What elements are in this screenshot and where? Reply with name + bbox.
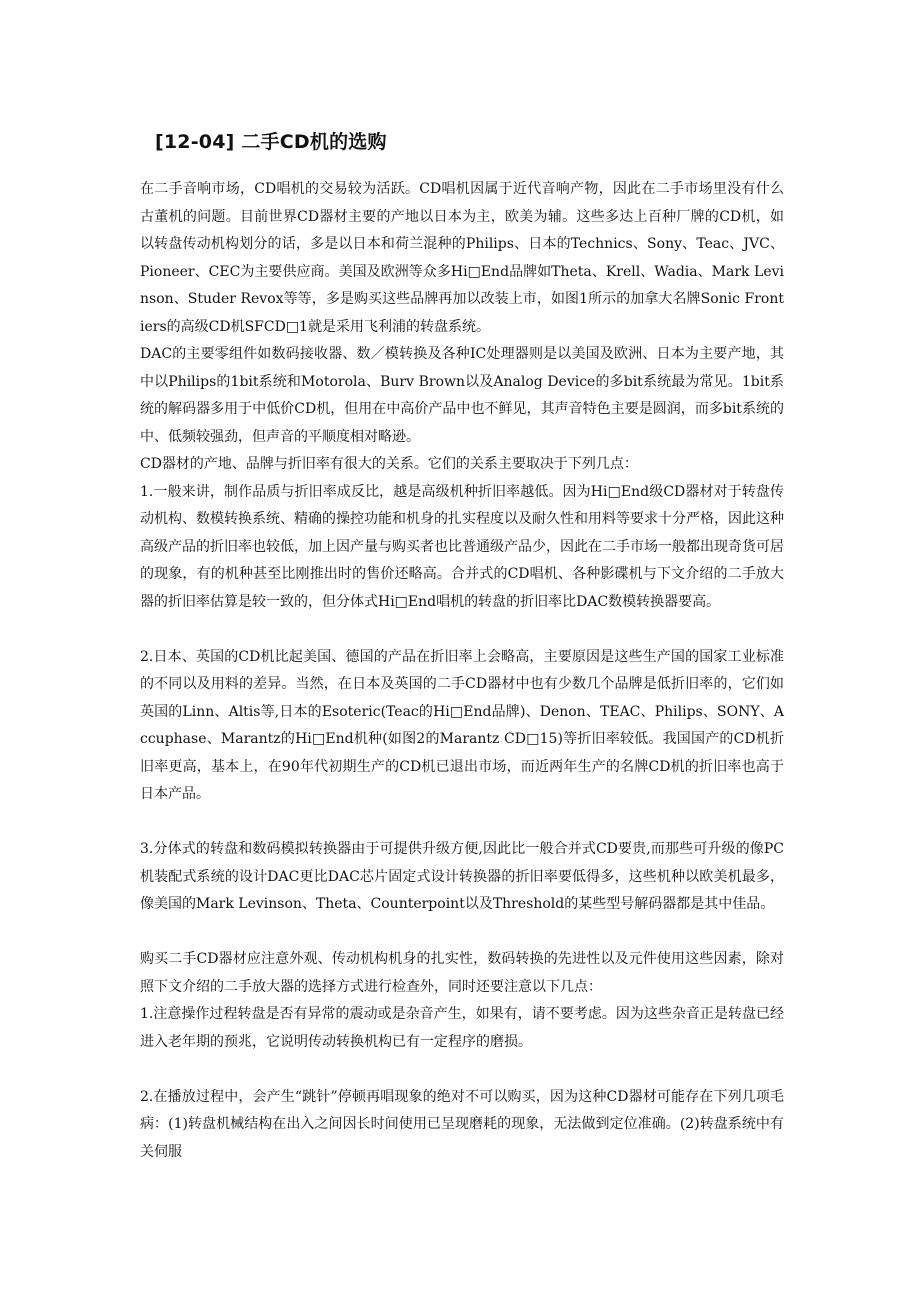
paragraph-advice-2-skipping: 2.在播放过程中，会产生“跳针”停顿再唱现象的绝对不可以购买，因为这种CD器材可能存在下列几项毛病：(1)转盘机械结构在出入之间因长时间使用已呈现磨耗的现象，无法做到定位准确。(2)转盘系统中有关伺服	[140, 1088, 784, 1160]
paragraph-point-1-quality: 1.一般来讲，制作品质与折旧率成反比，越是高级机种折旧率越低。因为Hi□End级CD器材对于转盘传动机构、数模转换系统、精确的操控功能和机身的扎实程度以及耐久性和用料等要求十分严格，因此这种高级产品的折旧率也较低，加上因产量与购买者也比普通级产品少，因此在二手市场一般都出现奇货可居的现象，有的机种甚至比刚推出时的售价还略高。合并式的CD唱机、各种影碟机与下文介绍的二手放大器的折旧率估算是较一致的，但分体式Hi□End唱机的转盘的折旧率比DAC数模转换器要高。	[140, 483, 784, 610]
article-title: [12-04] 二手CD机的选购	[155, 131, 387, 153]
blank-line	[140, 616, 784, 644]
paragraph-point-3-separates: 3.分体式的转盘和数码模拟转换器由于可提供升级方便,因此比一般合并式CD要贵,而那些可升级的像PC机装配式系统的设计DAC更比DAC芯片固定式设计转换器的折旧率要低得多，这些机种以欧美机最多，像美国的Mark Levinson、Theta、Counterpoint以及Threshold的某些型号解码器都是其中佳品。	[140, 841, 784, 912]
paragraph-depreciation-intro: CD器材的产地、品牌与折旧率有很大的关系。它们的关系主要取决于下列几点：	[140, 456, 638, 472]
paragraph-intro-market: 在二手音响市场，CD唱机的交易较为活跃。CD唱机因属于近代音响产物，因此在二手市场里没有什么古董机的问题。目前世界CD器材主要的产地以日本为主，欧美为辅。这些多达上百种厂牌的CD机，如以转盘传动机构划分的话，多是以日本和荷兰混种的Philips、日本的Technics、Sony、Teac、JVC、Pioneer、CEC为主要供应商。美国及欧洲等众多Hi□End品牌如Theta、Krell、Wadia、Mark Levinson、Studer Revox等等，多是购买这些品牌再加以改装上市，如图1所示的加拿大名牌Sonic Frontiers的高级CD机SFCD□1就是采用飞利浦的转盘系统。	[140, 181, 784, 335]
paragraph-buying-advice: 购买二手CD器材应注意外观、传动机构机身的扎实性，数码转换的先进性以及元件使用这些因素，除对照下文介绍的二手放大器的选择方式进行检查外，同时还要注意以下几点：	[140, 951, 784, 995]
paragraph-advice-1-vibration: 1.注意操作过程转盘是否有异常的震动或是杂音产生，如果有，请不要考虑。因为这些杂音正是转盘已经进入老年期的预兆，它说明传动转换机构已有一定程序的磨损。	[140, 1006, 784, 1050]
blank-line	[140, 1056, 784, 1084]
paragraph-dac-components: DAC的主要零组件如数码接收器、数／模转换及各种IC处理器则是以美国及欧洲、日本为主要产地，其中以Philips的1bit系统和Motorola、Burv Brown以及Analog Device的多bit系统最为常见。1bit系统的解码器多用于中低价CD机，但用在中高价产品中也不鲜见，其声音特色主要是圆润，而多bit系统的中、低频较强劲，但声音的平顺度相对略逊。	[140, 346, 784, 445]
article-body	[140, 176, 784, 1166]
paragraph-point-2-origin: 2.日本、英国的CD机比起美国、德国的产品在折旧率上会略高，主要原因是这些生产国的国家工业标准的不同以及用料的差异。当然，在日本及英国的二手CD器材中也有少数几个品牌是低折旧率的，它们如英国的Linn、Altis等,日本的Esoteric(Teac的Hi□End品牌)、Denon、TEAC、Philips、SONY、Accuphase、Marantz的Hi□End机种(如图2的Marantz CD□15)等折旧率较低。我国国产的CD机折旧率更高，基本上，在90年代初期生产的CD机已退出市场，而近两年生产的名牌CD机的折旧率也高于日本产品。	[140, 648, 784, 802]
blank-line	[140, 919, 784, 947]
blank-line	[140, 809, 784, 837]
